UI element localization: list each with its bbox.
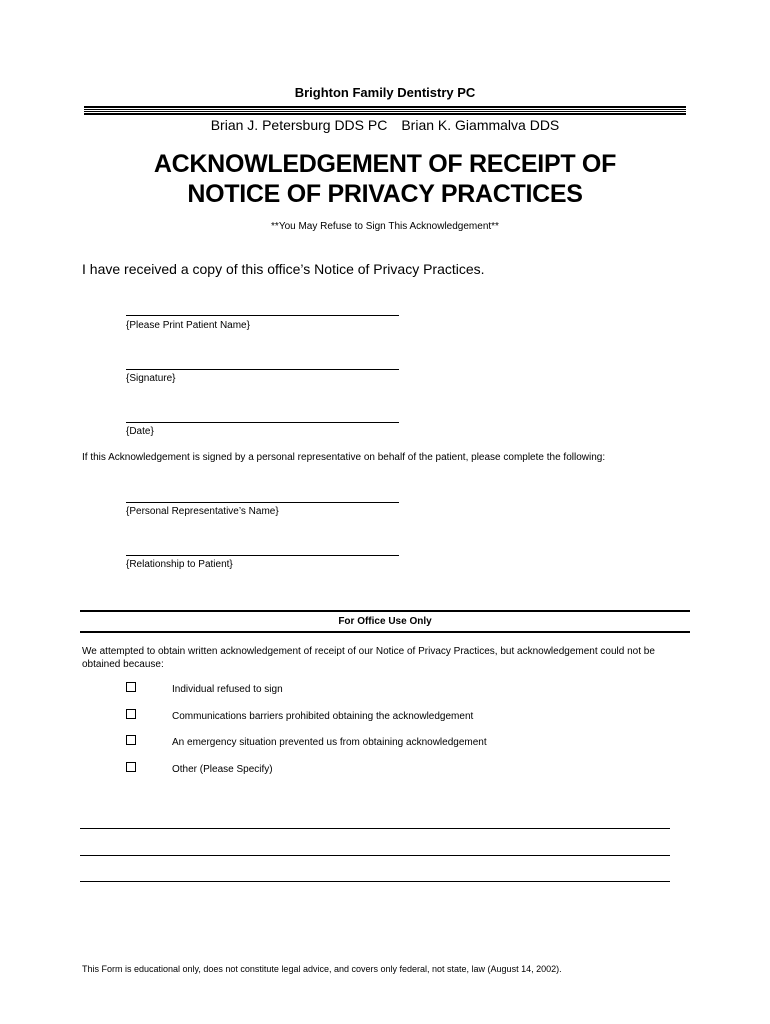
refuse-note: **You May Refuse to Sign This Acknowledgement** — [271, 221, 499, 232]
representative-instructions: If this Acknowledgement is signed by a personal representative on behalf of the patient, please complete the following: — [82, 452, 606, 463]
reason-communication-barriers[interactable] — [126, 711, 474, 725]
patient-name-line[interactable] — [126, 315, 399, 316]
checkbox-communication-barriers[interactable] — [126, 709, 136, 719]
attempt-statement: We attempted to obtain written acknowledgement of receipt of our Notice of Privacy Practices, but acknowledgement could not be obtained because: — [82, 646, 655, 670]
title-line-1: ACKNOWLEDGEMENT OF RECEIPT OF — [153, 150, 617, 178]
header-rule — [84, 106, 686, 115]
representative-name-label: {Personal Representative’s Name} — [126, 506, 279, 517]
signature-line[interactable] — [126, 369, 399, 370]
reason-label: Communications barriers prohibited obtaining the acknowledgement — [172, 711, 474, 722]
title-line-2: NOTICE OF PRIVACY PRACTICES — [187, 180, 583, 208]
representative-name-line[interactable] — [126, 502, 399, 503]
doctor-1: Brian J. Petersburg DDS PC — [210, 117, 388, 133]
date-label: {Date} — [126, 426, 154, 437]
doctor-2: Brian K. Giammalva DDS — [401, 117, 560, 133]
reason-refused[interactable] — [126, 684, 283, 698]
date-line[interactable] — [126, 422, 399, 423]
reason-label: Other (Please Specify) — [172, 764, 273, 775]
specify-line-1[interactable] — [80, 828, 670, 829]
doctors-line — [0, 117, 770, 133]
office-use-heading: For Office Use Only — [80, 610, 690, 633]
checkbox-emergency[interactable] — [126, 735, 136, 745]
relationship-line[interactable] — [126, 555, 399, 556]
footer-disclaimer: This Form is educational only, does not constitute legal advice, and covers only federal, not state, law (August 14, 2002). — [82, 964, 562, 974]
reason-other[interactable] — [126, 764, 273, 778]
receipt-statement: I have received a copy of this office’s Notice of Privacy Practices. — [82, 261, 485, 277]
reason-label: Individual refused to sign — [172, 684, 283, 695]
specify-line-2[interactable] — [80, 855, 670, 856]
relationship-label: {Relationship to Patient} — [126, 559, 233, 570]
checkbox-other[interactable] — [126, 762, 136, 772]
reason-label: An emergency situation prevented us from obtaining acknowledgement — [172, 737, 487, 748]
practice-name: Brighton Family Dentistry PC — [294, 85, 476, 100]
checkbox-refused[interactable] — [126, 682, 136, 692]
signature-label: {Signature} — [126, 373, 176, 384]
document-title — [0, 149, 770, 209]
specify-line-3[interactable] — [80, 881, 670, 882]
patient-name-label: {Please Print Patient Name} — [126, 320, 250, 331]
reason-emergency[interactable] — [126, 737, 487, 751]
